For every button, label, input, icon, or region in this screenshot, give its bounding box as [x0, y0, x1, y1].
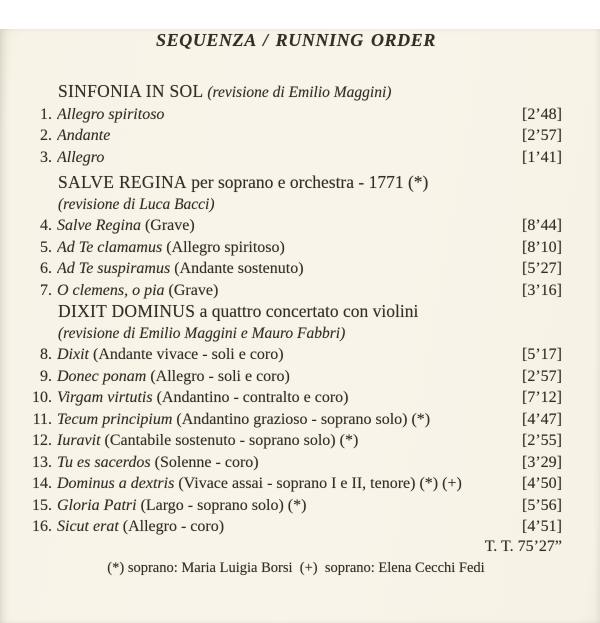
track-main	[57, 147, 514, 169]
track-main	[57, 409, 514, 431]
track-main	[57, 258, 514, 280]
track-title: Tecum principium	[57, 410, 173, 428]
track-main	[57, 344, 514, 366]
track-notes: (Andantino - contralto e coro)	[152, 389, 349, 406]
track-main	[57, 125, 514, 147]
track-duration: [3’16]	[522, 281, 562, 299]
section-subtitle: per soprano e orchestra - 1771 (*)	[186, 172, 429, 192]
track-list	[30, 215, 562, 301]
track-duration: [2’48]	[522, 105, 562, 123]
track-duration: [3’29]	[522, 453, 562, 471]
track-section	[30, 81, 562, 168]
track-title: Donec ponam	[57, 367, 147, 385]
track-main	[57, 495, 514, 517]
track-number: 6.	[40, 260, 52, 277]
track-title: Salve Regina	[57, 217, 141, 234]
track-title: Virgam virtutis	[57, 389, 153, 406]
track-duration: [7’12]	[522, 389, 562, 406]
track-main	[57, 387, 514, 409]
track-row	[30, 495, 562, 517]
track-notes: (Andantino grazioso - soprano solo) (*)	[172, 410, 431, 428]
track-main	[57, 452, 514, 474]
track-row	[30, 344, 562, 366]
track-main	[57, 366, 514, 388]
track-main	[57, 104, 514, 126]
sections	[30, 81, 562, 538]
track-row	[30, 125, 562, 147]
section-name: SINFONIA IN SOL	[58, 81, 204, 101]
track-duration: [4’47]	[522, 410, 562, 428]
track-number: 11.	[32, 410, 52, 428]
track-row	[30, 516, 562, 538]
track-row	[30, 215, 562, 237]
section-header	[58, 301, 562, 323]
track-duration: [1’41]	[522, 148, 562, 166]
track-title: Tu es sacerdos	[57, 453, 151, 471]
track-row	[30, 366, 562, 388]
track-notes: (Vivace assai - soprano I e II, tenore) (*) (+)	[174, 475, 462, 492]
section-revision: (revisione di Emilio Maggini e Mauro Fabbri)	[58, 324, 346, 342]
section-revision-line	[58, 194, 562, 216]
track-title: Ad Te clamamus	[57, 238, 163, 256]
track-number: 5.	[40, 238, 52, 256]
track-list	[30, 344, 562, 538]
track-main	[57, 237, 514, 259]
track-row	[30, 452, 562, 474]
track-number: 14.	[32, 475, 52, 492]
track-number: 13.	[32, 453, 52, 471]
track-duration: [8’10]	[522, 238, 562, 256]
track-title: Allegro	[57, 148, 105, 166]
track-notes: (Largo - soprano solo) (*)	[136, 496, 307, 514]
booklet-page	[0, 29, 600, 623]
track-row	[30, 387, 562, 409]
section-name: SALVE REGINA	[58, 172, 187, 192]
section-revision-line	[58, 323, 562, 345]
track-row	[30, 473, 562, 495]
track-notes: (Cantabile sostenuto - soprano solo) (*)	[100, 432, 359, 449]
track-duration: [2’57]	[522, 127, 562, 144]
track-number: 12.	[32, 432, 52, 449]
track-duration: [5’27]	[522, 260, 562, 277]
track-notes: (Solenne - coro)	[150, 453, 259, 471]
track-row	[30, 147, 562, 169]
track-number: 1.	[40, 105, 52, 123]
track-main	[57, 473, 514, 495]
track-notes: (Allegro spiritoso)	[162, 238, 285, 256]
section-header	[58, 172, 562, 194]
track-duration: [5’17]	[522, 346, 562, 363]
track-row	[30, 237, 562, 259]
track-notes: (Allegro - coro)	[118, 518, 225, 535]
section-revision-inline: (revisione di Emilio Maggini)	[203, 84, 392, 101]
track-title: O clemens, o pia	[57, 281, 165, 299]
track-number: 2.	[40, 127, 52, 144]
track-number: 16.	[32, 518, 52, 535]
track-main	[57, 430, 514, 452]
section-name: DIXIT DOMINUS	[58, 301, 196, 321]
track-notes: (Grave)	[164, 281, 219, 299]
track-duration: [8’44]	[522, 217, 562, 234]
footnote: (*) soprano: Maria Luigia Borsi (+) soprano: Elena Cecchi Fedi	[107, 560, 485, 576]
track-duration: [2’57]	[522, 367, 562, 385]
track-row	[30, 258, 562, 280]
track-number: 15.	[32, 496, 52, 514]
track-duration: [5’56]	[522, 496, 562, 514]
track-section	[30, 172, 562, 301]
track-duration: [4’50]	[522, 475, 562, 492]
track-number: 10.	[32, 389, 52, 406]
track-row	[30, 104, 562, 126]
track-number: 4.	[40, 217, 52, 234]
track-title: Dixit	[57, 346, 89, 363]
track-number: 7.	[40, 281, 52, 299]
track-title: Dominus a dextris	[57, 475, 175, 492]
track-notes: (Allegro - soli e coro)	[146, 367, 290, 385]
track-notes: (Andante vivace - soli e coro)	[89, 346, 284, 363]
track-title: Ad Te suspiramus	[57, 260, 171, 277]
track-row	[30, 280, 562, 302]
track-title: Allegro spiritoso	[57, 105, 165, 123]
track-main	[57, 280, 514, 302]
track-number: 9.	[40, 367, 52, 385]
track-duration: [4’51]	[522, 518, 562, 535]
track-section	[30, 301, 562, 538]
track-title: Gloria Patri	[57, 496, 137, 514]
track-main	[57, 516, 514, 538]
track-title: Andante	[57, 127, 111, 144]
track-number: 3.	[40, 148, 52, 166]
track-row	[30, 409, 562, 431]
track-duration: [2’55]	[522, 432, 562, 449]
track-number: 8.	[40, 346, 52, 363]
page-title: SEQUENZA / RUNNING ORDER	[156, 30, 436, 50]
track-title: Sicut erat	[57, 518, 119, 535]
track-row	[30, 430, 562, 452]
track-notes: (Andante sostenuto)	[170, 260, 304, 277]
section-header	[58, 81, 562, 104]
track-notes: (Grave)	[140, 217, 195, 234]
track-title: Iuravit	[57, 432, 101, 449]
track-main	[57, 215, 514, 237]
section-subtitle: a quattro concertato con violini	[195, 301, 419, 321]
track-list	[30, 104, 562, 169]
total-time: T. T. 75’27”	[484, 537, 562, 555]
section-revision: (revisione di Luca Bacci)	[58, 195, 215, 213]
